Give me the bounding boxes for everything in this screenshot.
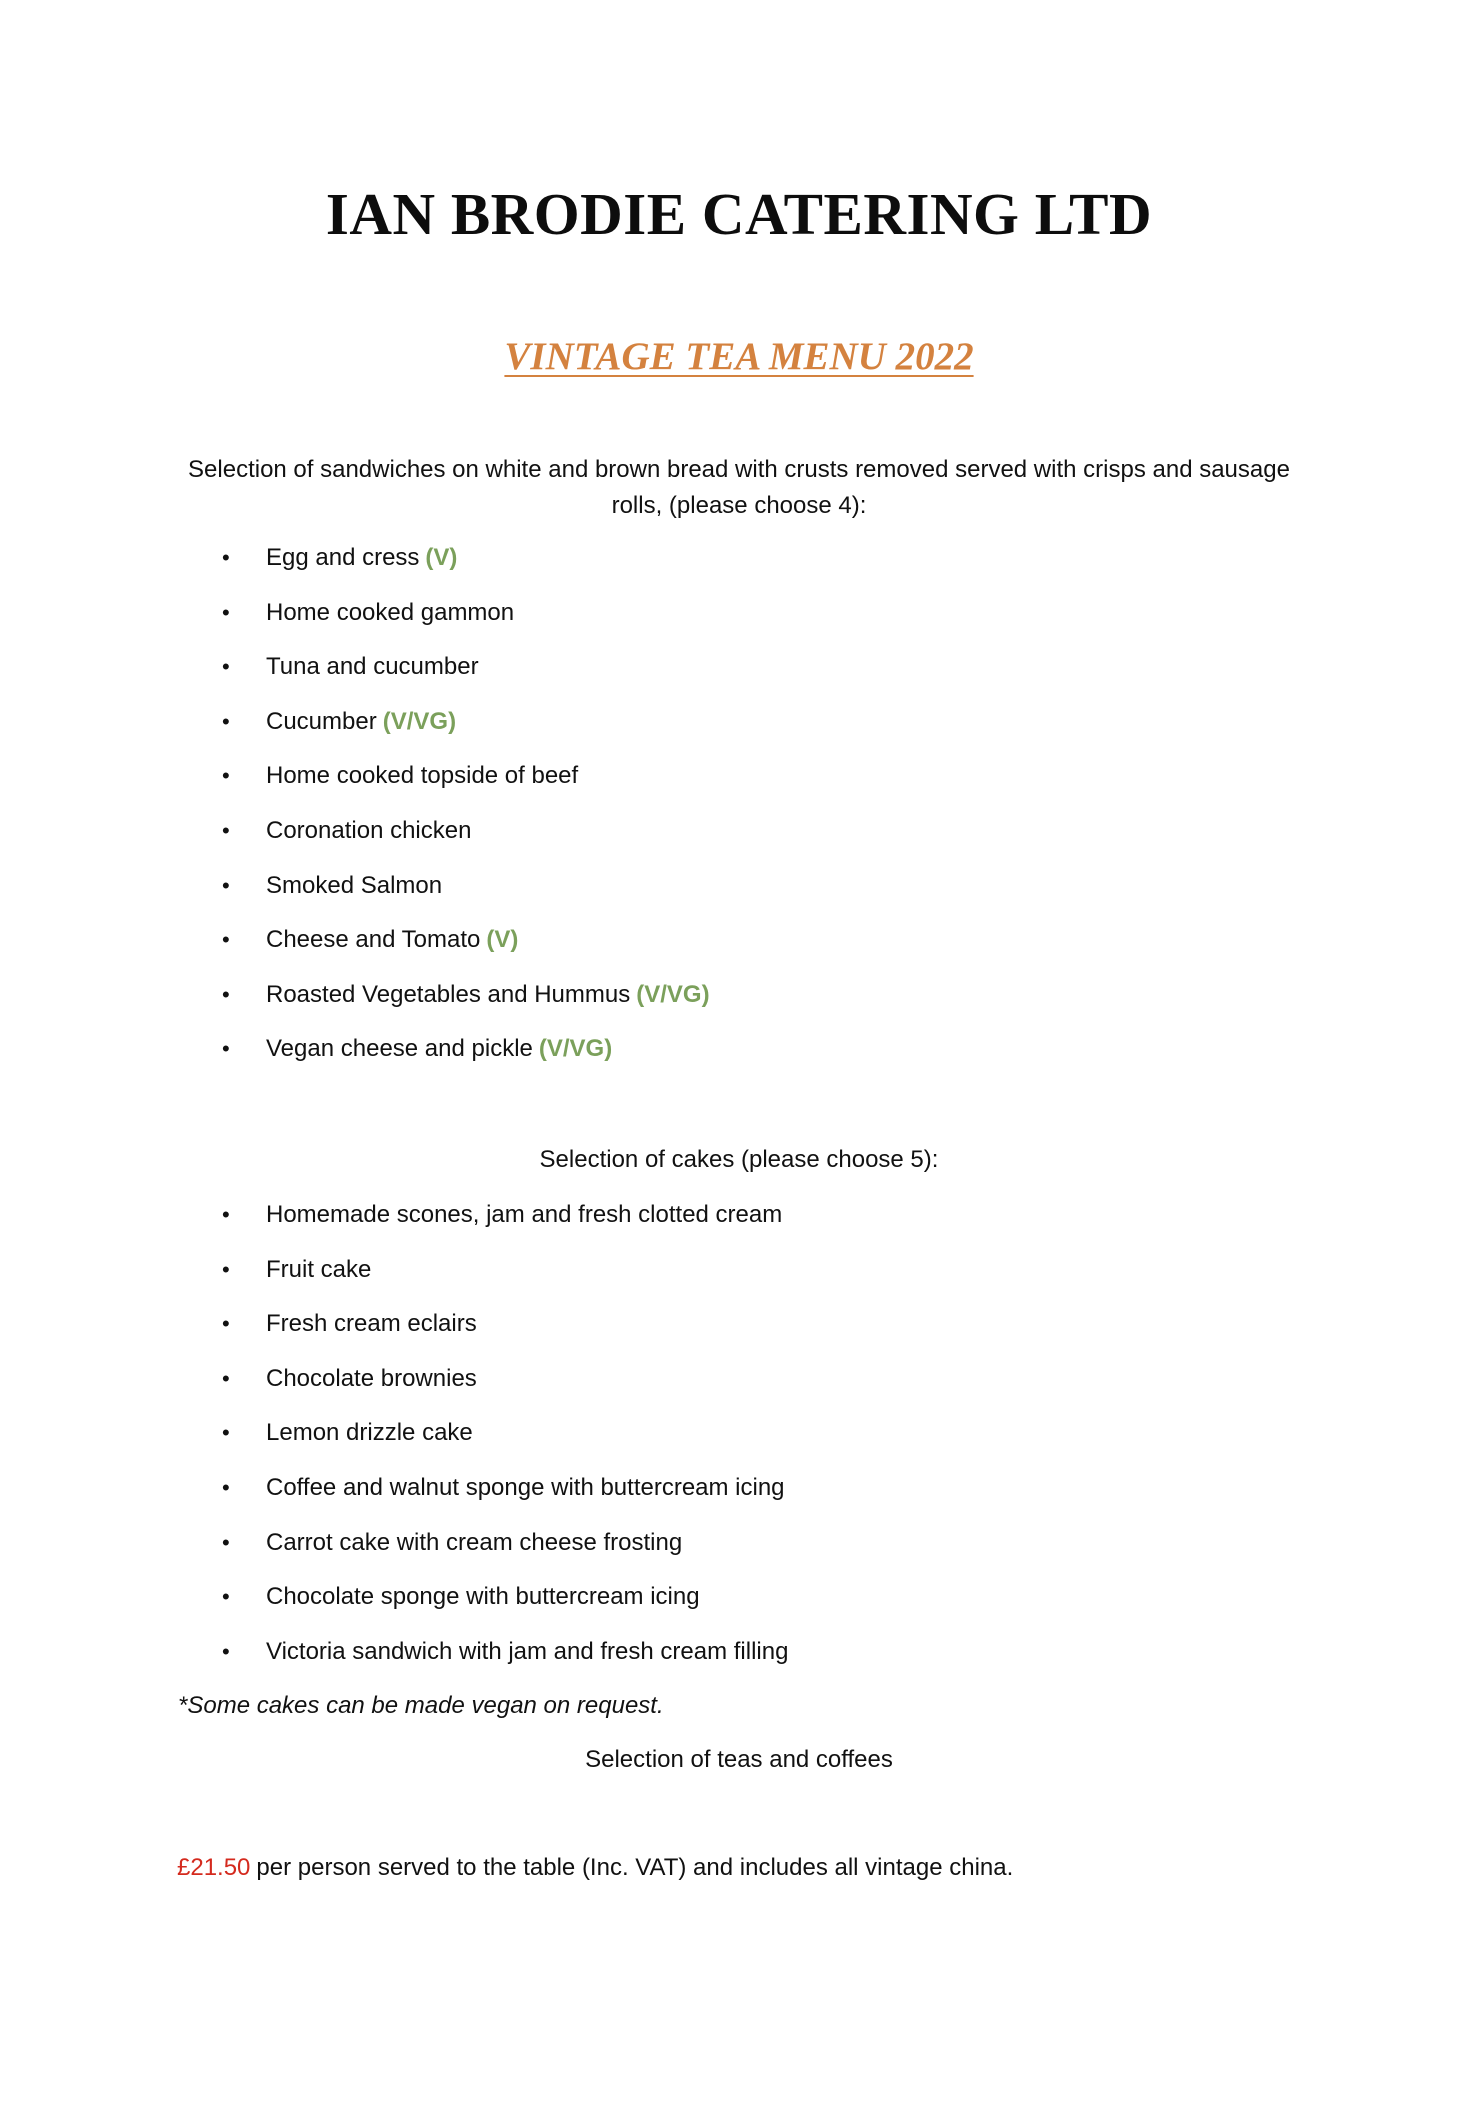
bullet-icon: • [222,654,230,680]
sandwich-list [0,540,710,1086]
item-label: Coffee and walnut sponge with buttercream icing [266,1473,785,1501]
list-item [0,1415,788,1470]
bullet-icon: • [222,1638,230,1664]
list-item [0,758,710,813]
item-label: Chocolate sponge with buttercream icing [266,1583,700,1611]
company-name: IAN BRODIE CATERING LTD [325,181,1153,247]
bullet-icon: • [222,1365,230,1391]
bullet-icon: • [222,1036,230,1062]
price-description: per person served to the table (Inc. VAT) and includes all vintage china. [256,1854,1014,1881]
list-item [0,1634,788,1689]
item-label: Home cooked gammon [266,598,515,626]
item-label: Fresh cream eclairs [266,1310,477,1338]
item-label: Fruit cake [266,1255,372,1283]
item-label: Vegan cheese and pickle [266,1035,533,1063]
bullet-icon: • [222,1311,230,1337]
list-item [0,704,710,759]
item-label: Tuna and cucumber [266,653,479,681]
list-item [0,868,710,923]
list-item [0,1252,788,1307]
list-item [0,977,710,1032]
diet-tag: (V/VG) [636,980,710,1008]
diet-tag: (V/VG) [538,1035,613,1063]
list-item [0,922,710,977]
sandwiches-intro: Selection of sandwiches on white and brown bread with crusts removed served with crisps and sausage rolls, (please choose 4): [188,456,1290,519]
item-label: Cheese and Tomato [266,926,481,954]
bullet-icon: • [222,817,230,843]
item-label: Egg and cress [266,544,420,571]
bullet-icon: • [222,708,230,734]
bullet-icon: • [222,927,230,953]
list-item [0,1031,710,1086]
bullet-icon: • [222,1584,230,1610]
cakes-heading: Selection of cakes (please choose 5): [539,1146,939,1173]
cake-list [0,1197,788,1688]
item-label: Roasted Vegetables and Hummus [266,980,631,1008]
diet-tag: (V) [425,544,458,571]
item-label: Cucumber [266,707,377,735]
bullet-icon: • [222,1474,230,1500]
drinks-heading: Selection of teas and coffees [585,1746,893,1773]
bullet-icon: • [222,545,230,570]
bullet-icon: • [222,763,230,789]
list-item [0,649,710,704]
list-item [0,540,710,595]
list-item [0,1197,788,1252]
bullet-icon: • [222,1420,230,1446]
bullet-icon: • [222,981,230,1007]
list-item [0,595,710,650]
bullet-icon: • [222,1202,230,1227]
bullet-icon: • [222,1529,230,1555]
item-label: Smoked Salmon [266,871,443,899]
list-item [0,1306,788,1361]
item-label: Homemade scones, jam and fresh clotted cream [266,1201,783,1228]
item-label: Chocolate brownies [266,1364,477,1392]
vegan-note: *Some cakes can be made vegan on request. [178,1692,664,1719]
bullet-icon: • [222,599,230,625]
list-item [0,813,710,868]
price-value: £21.50 [177,1854,251,1881]
bullet-icon: • [222,1256,230,1282]
bullet-icon: • [222,872,230,898]
item-label: Victoria sandwich with jam and fresh cream filling [266,1637,789,1665]
diet-tag: (V/VG) [382,707,457,735]
menu-title: VINTAGE TEA MENU 2022 [504,335,974,378]
item-label: Carrot cake with cream cheese frosting [266,1528,683,1556]
list-item [0,1470,788,1525]
item-label: Lemon drizzle cake [266,1419,473,1447]
list-item [0,1361,788,1416]
diet-tag: (V) [486,926,519,954]
list-item [0,1525,788,1580]
item-label: Home cooked topside of beef [266,762,579,790]
price-line [177,1850,1013,1886]
item-label: Coronation chicken [266,816,472,844]
list-item [0,1579,788,1634]
